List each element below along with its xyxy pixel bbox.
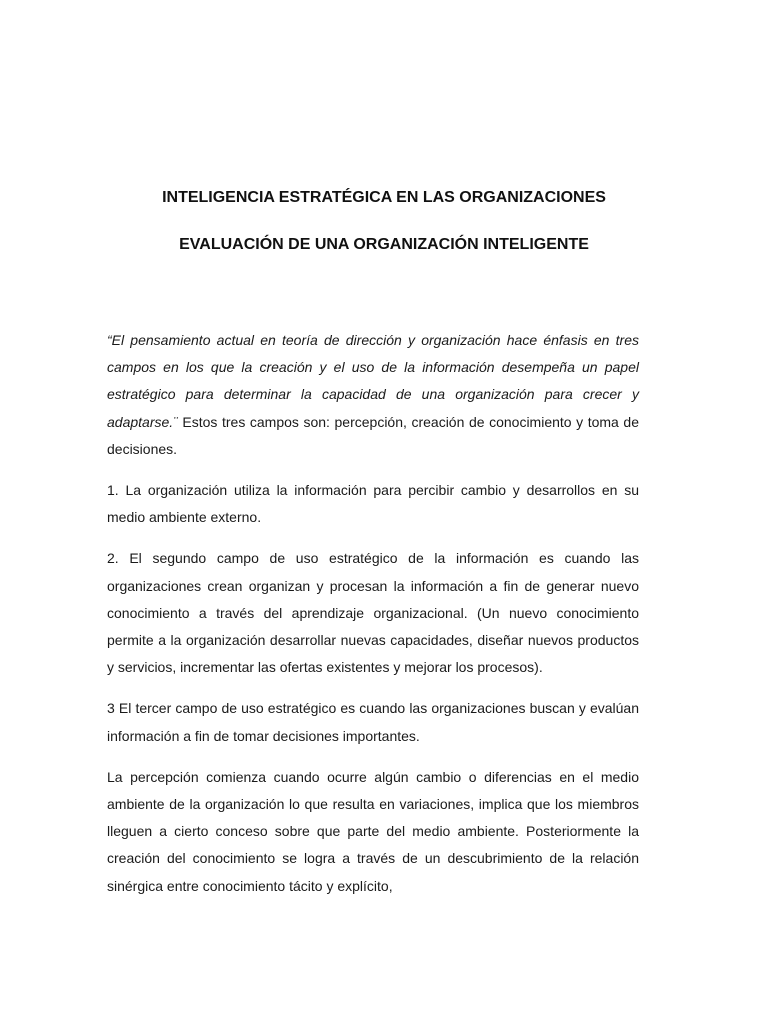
intro-quote: “El pensamiento actual en teoría de dirección y organización hace énfasis en tres campos en los que la creación y el uso de la información desempeña un papel estratégico para determinar la capacidad de una organización para crecer y adaptarse.¨ [107,332,639,430]
intro-paragraph [107,327,639,463]
document-title: INTELIGENCIA ESTRATÉGICA EN LAS ORGANIZACIONES [162,189,606,206]
paragraph-3: 3 El tercer campo de uso estratégico es cuando las organizaciones buscan y evalúan información a fin de tomar decisiones importantes. [107,700,639,744]
paragraph-2: 2. El segundo campo de uso estratégico de la información es cuando las organizaciones crean organizan y procesan la información a fin de generar nuevo conocimiento a través del aprendizaje organizacional. (Un nuevo conocimiento permite a la organización desarrollar nuevas capacidades, diseñar nuevos productos y servicios, incrementar las ofertas existentes y mejorar los procesos). [107,550,639,676]
paragraph-4: La percepción comienza cuando ocurre algún cambio o diferencias en el medio ambiente de la organización lo que resulta en variaciones, implica que los miembros lleguen a cierto conceso sobre que parte del medio ambiente. Posteriormente la creación del conocimiento se logra a través de un descubrimiento de la relación sinérgica entre conocimiento tácito y explícito, [107,768,639,894]
paragraph-1: 1. La organización utiliza la información para percibir cambio y desarrollos en su medio ambiente externo. [107,482,639,526]
document-body [107,327,639,914]
intro-rest: Estos tres campos son: percepción, creación de conocimiento y toma de decisiones. [107,413,639,457]
document-subtitle: EVALUACIÓN DE UNA ORGANIZACIÓN INTELIGENTE [179,236,589,253]
